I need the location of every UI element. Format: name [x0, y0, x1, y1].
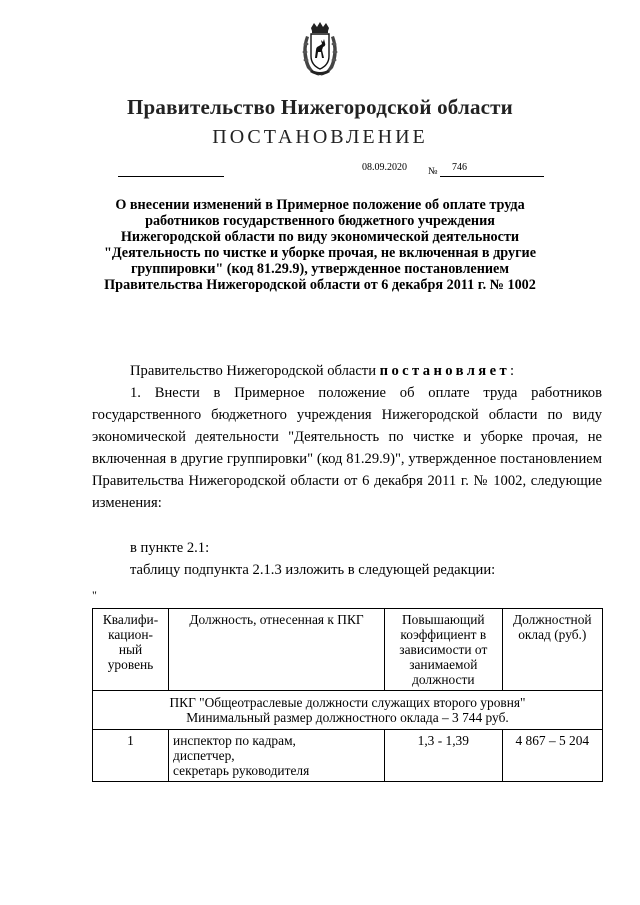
- header-qualification-level: Квалифи-кацион-ный уровень: [93, 609, 169, 691]
- group-min-salary: Минимальный размер должностного оклада – 3 744 руб.: [186, 710, 509, 725]
- table-intro-paragraph: таблицу подпункта 2.1.3 изложить в следующей редакции:: [130, 562, 496, 578]
- cell-level: 1: [93, 730, 169, 782]
- intro-lead: Правительство Нижегородской области: [130, 363, 376, 379]
- intro-paragraph: [92, 360, 602, 382]
- document-heading: О внесении изменений в Примерное положение об оплате труда работников государственного бюджетного учреждения Нижегородской области по виду экономической деятельности "Деятельность по чистке и уборке прочая, не включенная в другие группировки" (код 81.29.9), утвержденное постановлением Правительства Нижегородской области от 6 декабря 2011 г. № 1002: [103, 197, 537, 293]
- intro-end: :: [510, 363, 515, 379]
- table-row: [93, 730, 603, 782]
- date-line-left: [118, 176, 224, 177]
- table-header-row: [93, 609, 603, 691]
- opening-quote-mark: ": [92, 588, 97, 602]
- position-2: диспетчер,: [173, 748, 235, 763]
- item-1-paragraph: 1. Внести в Примерное положение об оплате труда работников государственного бюджетного учреждения Нижегородской области по виду экономической деятельности "Деятельность по чистке и уборке прочая, не включенная в другие группировки" (код 81.29.9)", утвержденное постановлением Правительства Нижегородской области от 6 декабря 2011 г. № 1002, следующие изменения:: [92, 385, 602, 511]
- group-title: ПКГ "Общеотраслевые должности служащих второго уровня": [169, 695, 526, 710]
- group-cell: [93, 691, 603, 730]
- position-1: инспектор по кадрам,: [173, 733, 296, 748]
- cell-salary: 4 867 – 5 204: [502, 730, 602, 782]
- number-sign: №: [428, 166, 438, 177]
- header-coefficient: Повышающий коэффициент в зависимости от занимаемой должности: [384, 609, 502, 691]
- salary-table: [92, 608, 603, 782]
- cell-coefficient: 1,3 - 1,39: [384, 730, 502, 782]
- table-group-row: [93, 691, 603, 730]
- coat-of-arms-icon: [298, 22, 342, 78]
- header-position: Должность, отнесенная к ПКГ: [169, 609, 385, 691]
- intro-verb: постановляет: [379, 363, 511, 379]
- cell-positions: [169, 730, 385, 782]
- header-salary: Должностной оклад (руб.): [502, 609, 602, 691]
- document-date: 08.09.2020: [362, 162, 407, 173]
- clause-paragraph: в пункте 2.1:: [130, 540, 210, 556]
- document-number: 746: [452, 162, 467, 173]
- number-line: [440, 176, 544, 177]
- document-type: ПОСТАНОВЛЕНИЕ: [212, 126, 428, 148]
- government-title: Правительство Нижегородской области: [127, 95, 513, 119]
- position-3: секретарь руководителя: [173, 763, 310, 778]
